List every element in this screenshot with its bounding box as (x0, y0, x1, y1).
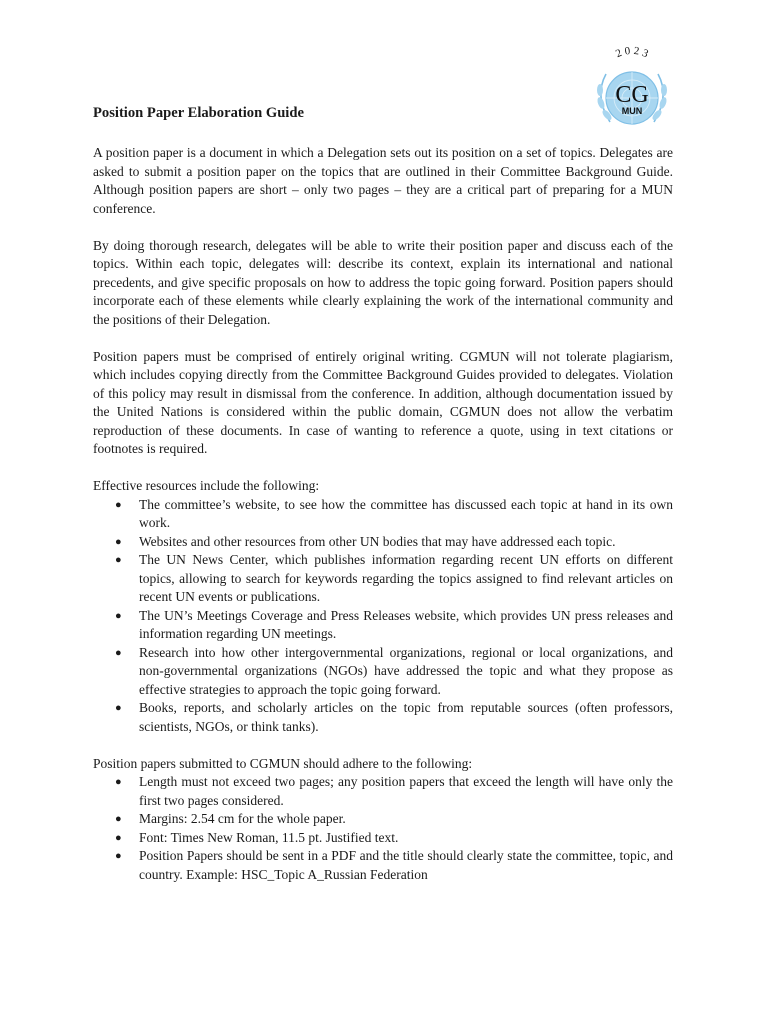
resources-intro: Effective resources include the following: (93, 478, 320, 493)
bullet-icon: ● (115, 813, 122, 825)
bullet-icon: ● (115, 831, 122, 844)
bullet-icon: ● (115, 646, 122, 659)
paragraph-intro: A position paper is a document in which a Delegation sets out its position on a set of topics. Delegates are asked to submit a position paper on the topics that are outlined in their Committee Background Guide. Although position papers are short – only two pages – they are a critical part of preparing for a MUN conference. (93, 145, 673, 216)
bullet-icon: ● (115, 554, 122, 566)
bullet-icon: ● (115, 702, 122, 714)
list-item: ● Length must not exceed two pages; any position papers that exceed the length will have only the first two pages considered. (115, 774, 673, 808)
list-item: ● Position Papers should be sent in a PDF and the title should clearly state the committee, topic, and country. Example: HSC_Topic A_Russian Federation (115, 848, 673, 882)
list-item: ● The UN News Center, which publishes information regarding recent UN efforts on different topics, allowing to search for keywords regarding the topics assigned to find relevant articles on recent UN events or publications. (115, 552, 673, 604)
list-item: ● Margins: 2.54 cm for the whole paper. (93, 810, 673, 829)
bullet-icon: ● (115, 498, 122, 511)
logo-caption: MUN (621, 106, 643, 116)
bullet-icon: ● (115, 776, 122, 788)
page-title: Position Paper Elaboration Guide (93, 105, 304, 121)
list-item: ● Research into how other intergovernmental organizations, regional or local organizations, and non-governmental organizations (NGOs) have addressed the topic and what they propose as effective strategies to approach the topic going forward. (115, 644, 673, 697)
bullet-icon: ● (115, 609, 122, 622)
list-item: ● The committee’s website, to see how the committee has discussed each topic at hand in its own work. (115, 496, 673, 530)
requirements-list (93, 773, 673, 884)
cgmun-logo (586, 46, 678, 138)
requirements-intro: Position papers submitted to CGMUN should adhere to the following: (93, 755, 473, 771)
list-item: ● Books, reports, and scholarly articles on the topic from reputable sources (often professors, scientists, NGOs, or think tanks). (115, 700, 673, 734)
bullet-icon: ● (115, 535, 122, 548)
list-item: ● The UN’s Meetings Coverage and Press Releases website, which provides UN press releases and information regarding UN meetings. (115, 607, 673, 641)
document-body (93, 144, 673, 903)
list-item: ● Font: Times New Roman, 11.5 pt. Justified text. (93, 829, 673, 848)
logo-year: 2 0 2 3 (613, 46, 651, 61)
paragraph-research: By doing thorough research, delegates will be able to write their position paper and discuss each of the topics. Within each topic, delegates will: describe its context, explain its international and national precedents, and give specific proposals on how to address the topic going forward. Position papers should incorporate each of these elements while clearly explaining the work of the international community and the positions of their Delegation. (93, 237, 673, 327)
logo-initials: CG (615, 82, 649, 108)
bullet-icon: ● (115, 850, 122, 862)
paragraph-originality: Position papers must be comprised of entirely original writing. CGMUN will not tolerate plagiarism, which includes copying directly from the Committee Background Guides provided to delegates. Violation of this policy may result in dismissal from the conference. In addition, although documentation issued by the United Nations is considered within the public domain, CGMUN does not allow the verbatim reproduction of these documents. In case of wanting to reference a quote, using in text citations or footnotes is required. (93, 348, 673, 456)
list-item: ● Websites and other resources from other UN bodies that may have addressed each topic. (93, 533, 673, 552)
resources-list (93, 496, 673, 737)
